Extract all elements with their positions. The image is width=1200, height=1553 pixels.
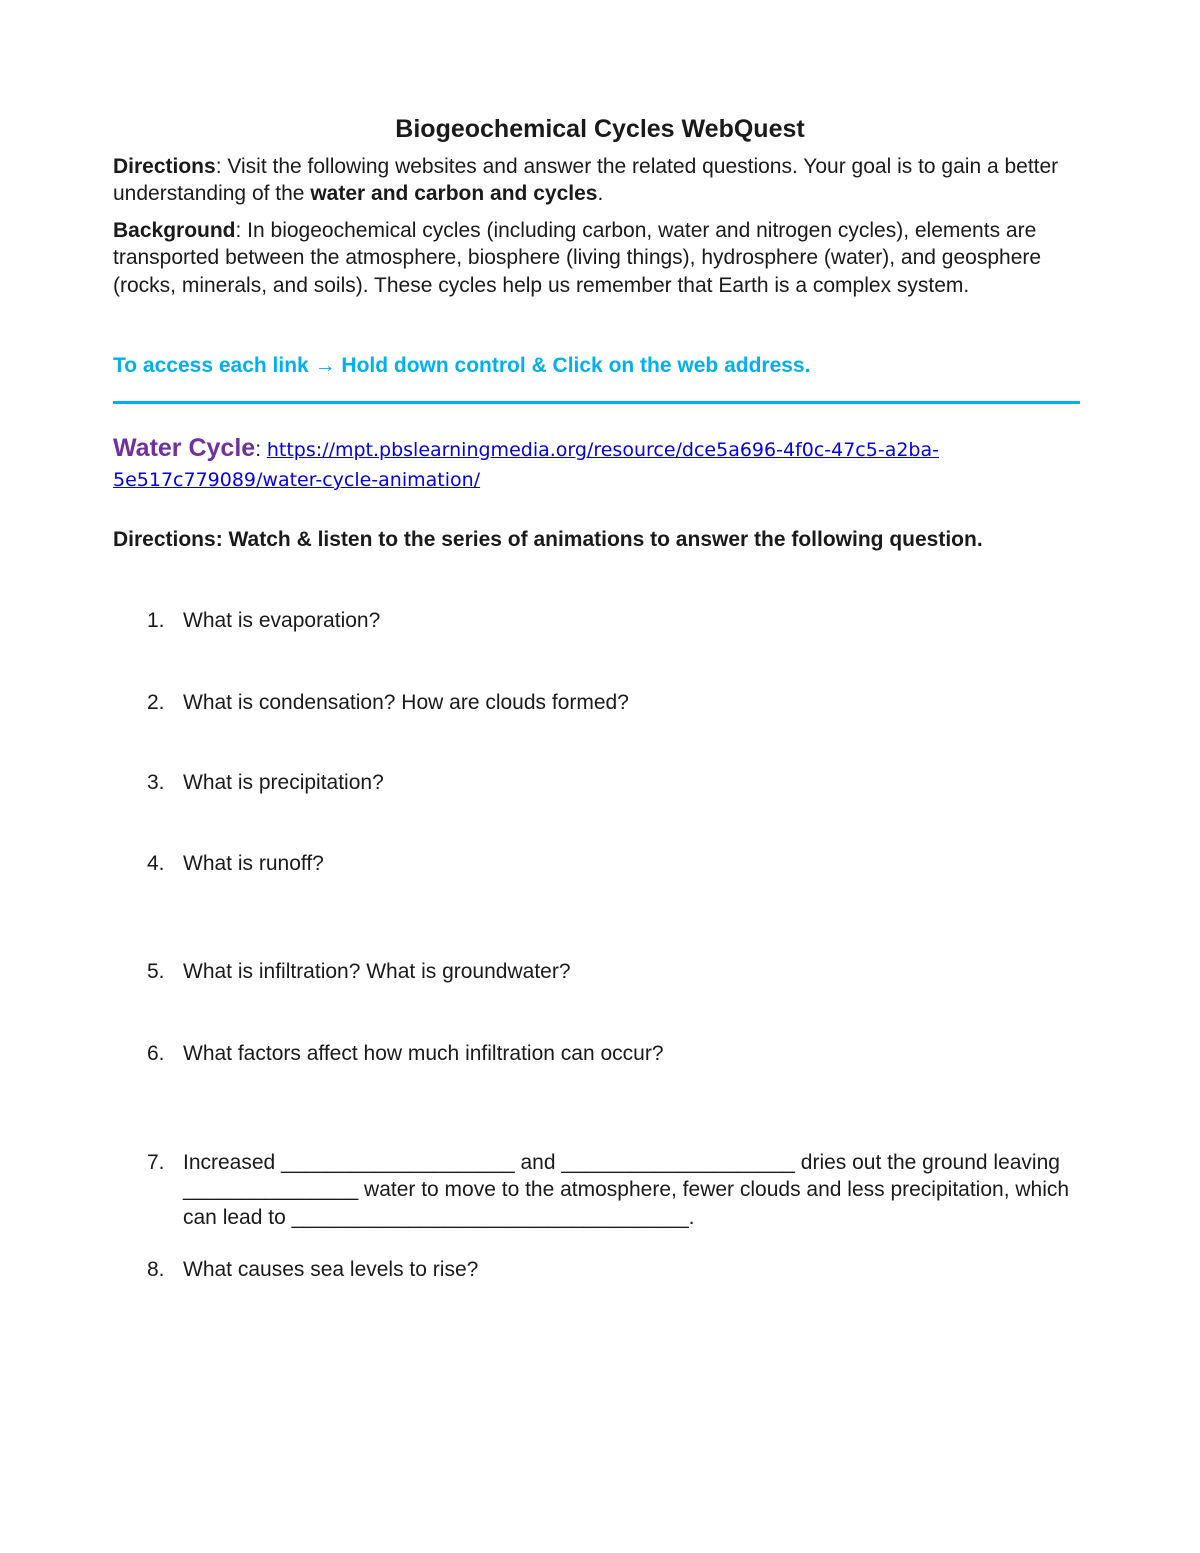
page-title: Biogeochemical Cycles WebQuest [395,115,805,143]
link-line-1: https://mpt.pbslearningmedia.org/resource/dce5a696-4f0c-47c5-a2ba- [266,439,939,461]
link-line-2: 5e517c779089/water-cycle-animation/ [113,469,481,491]
question-text: What is condensation? How are clouds formed? [183,691,629,714]
question-number: 2. [147,691,165,714]
directions-label: Directions [113,155,216,178]
question-item [147,607,1107,634]
question-text: What factors affect how much infiltration can occur? [183,1042,664,1065]
question-item [147,958,1107,985]
background-paragraph [113,217,1073,299]
background-label: Background [113,219,236,242]
question-text: What causes sea levels to rise? [183,1258,479,1281]
background-text: : In biogeochemical cycles (including carbon, water and nitrogen cycles), elements are transported between the atmosphere, biosphere (living things), hydrosphere (water), and geosphere (rocks, minerals, and soils). These cycles help us remember that Earth is a complex system. [113,219,1042,297]
question-item [147,850,1107,877]
question-number: 8. [147,1258,165,1281]
question-number: 6. [147,1042,165,1065]
question-text: What is evaporation? [183,609,381,632]
section-divider [113,401,1080,404]
water-cycle-sep: : [255,438,267,461]
directions-end: . [597,182,604,206]
access-instructions [113,352,810,380]
animation-directions: Directions: Watch & listen to the series of animations to answer the following question. [113,528,983,551]
arrow-right-icon: → [314,354,336,377]
directions-paragraph [113,153,1073,208]
question-number: 1. [147,609,165,632]
question-number: 7. [147,1151,165,1174]
question-item [147,689,1107,716]
question-item [147,1040,1107,1067]
question-item-fill-blank [147,1149,1107,1229]
access-text: To access each link [113,354,315,377]
water-cycle-heading [113,433,1073,495]
question-item [147,1256,1107,1283]
question-number: 4. [147,852,165,875]
directions-emphasis: water and carbon and cycles [310,182,598,206]
directions-text: : Visit the following websites and answer the related questions. Your goal is to gain a better understanding of the [113,155,1059,206]
water-cycle-label: Water Cycle [113,434,256,462]
question-number: 5. [147,960,165,983]
question-text: What is precipitation? [183,771,384,794]
access-text-2: Hold down control & Click on the web address. [335,354,811,377]
question-text: Increased ____________________ and ____________________ dries out the ground leaving _______________ water to move to the atmosphere, fewer clouds and less precipitation, which can lead to __________________________________. [183,1151,1070,1229]
question-item [147,769,1107,796]
question-text: What is runoff? [183,852,324,875]
question-number: 3. [147,771,165,794]
question-text: What is infiltration? What is groundwater? [183,960,571,983]
